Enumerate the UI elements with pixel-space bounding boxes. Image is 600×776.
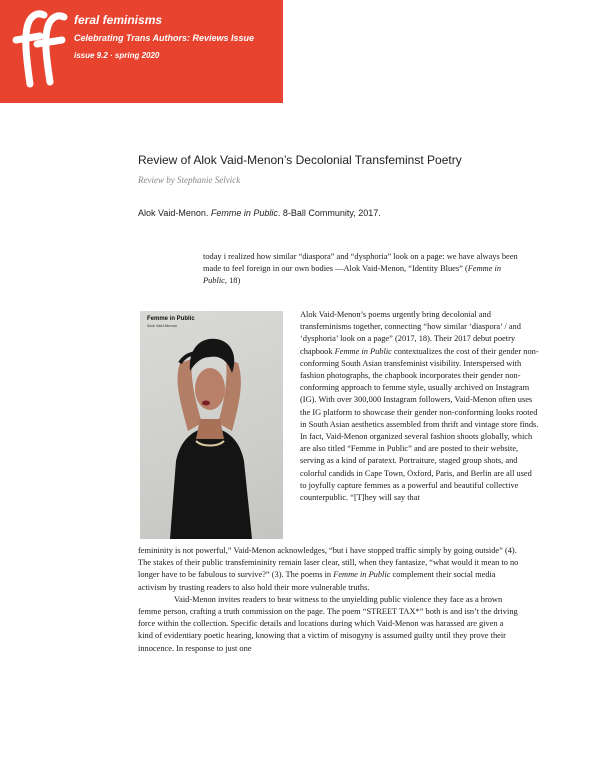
wrapped-paragraph <box>300 309 540 504</box>
citation-author: Alok Vaid-Menon. <box>138 208 211 218</box>
banner-text <box>74 13 254 61</box>
body-paragraph-1 <box>300 309 540 504</box>
body-paragraph-2: Vaid-Menon invites readers to bear witness to the unyielding public violence they face as a brown femme person, crafting a truth commission on the page. The poem “STREET TAX*” both is and isn’t the driving force within the collection. Specific details and locations during which Vaid-Menon was harassed are given a kind of evidentiary poetic hearing, knowing that a victim of misogyny is assumed guilty until they prove their innocence. In response to just one <box>138 594 518 653</box>
body-book-title: Femme in Public <box>333 570 391 580</box>
issue-number: issue 9.2 · spring 2020 <box>74 51 160 60</box>
epigraph-quote: today i realized how similar “diaspora” and “dysphoria” look on a page: we have always been made to feel foreign in our own bodies —Alok Vaid-Menon, “Identity Blues” ( <box>203 252 518 274</box>
epigraph <box>203 251 523 288</box>
book-citation <box>138 208 381 218</box>
body-paragraph-1-continued <box>138 545 520 594</box>
cover-author: Alok Vaid-Menon <box>147 323 178 328</box>
article-title: Review of Alok Vaid-Menon’s Decolonial Transfeminst Poetry <box>138 153 462 167</box>
epigraph-source-title: Femme in Public <box>203 264 502 286</box>
body-text: contextualizes the cost of their gender non-conforming South Asian transfeminist visibility. Interspersed with fashion photographs, the chapbook incorporates their gender non-conforming approach to femme style, usually archived on Instagram (IG). With over 300,000 Instagram followers, Vaid-Menon often uses the IG platform to showcase their gender non-conforming looks rooted in South Asian aesthetics assembled from thrift and vintage store finds. In fact, Vaid-Menon organized several fashion shoots globally, which are also titled “Femme in Public” and are posted to their website, serving as a kind of paratext. Portraiture, staged group shots, and colorful candids in Cape Town, Oxford, Paris, and Berlin are all used to joyfully capture femmes as a powerful and beautiful collective counterpublic. “[T]hey will say that <box>300 346 539 503</box>
citation-book-title: Femme in Public <box>210 208 278 218</box>
journal-name: feral feminisms <box>74 13 163 27</box>
book-cover-image <box>140 311 283 539</box>
issue-title: Celebrating Trans Authors: Reviews Issue <box>74 33 255 43</box>
body-text: Alok Vaid-Menon’s poems urgently bring decolonial and transfeminisms together, connecting “how similar ‘diaspora’ / and ‘dysphoria’ look on a page” (2017, 18). Their 2017 debut poetry chapbook <box>300 310 521 356</box>
full-width-text <box>138 545 520 655</box>
body-text: complement their social media activism by trusting readers to also hold their more vulnerable truths. <box>138 570 496 592</box>
cover-portrait <box>140 311 283 539</box>
cover-title: Femme in Public <box>147 316 195 322</box>
epigraph-source-page: , 18) <box>224 276 241 286</box>
citation-publisher: . 8-Ball Community, 2017. <box>277 208 381 218</box>
ff-logo-icon <box>10 6 68 88</box>
body-text: femininity is not powerful,” Vaid-Menon acknowledges, “but i have stopped traffic simply by going outside” (4). The stakes of their public transfemininity remain laser clear, still, when they fantasize, “what would it mean to no longer have to be fabulous to survive?” (3). The poems in <box>138 546 519 580</box>
journal-banner <box>0 0 283 103</box>
byline: Review by Stephanie Selvick <box>138 175 241 185</box>
body-book-title: Femme in Public <box>334 346 392 356</box>
